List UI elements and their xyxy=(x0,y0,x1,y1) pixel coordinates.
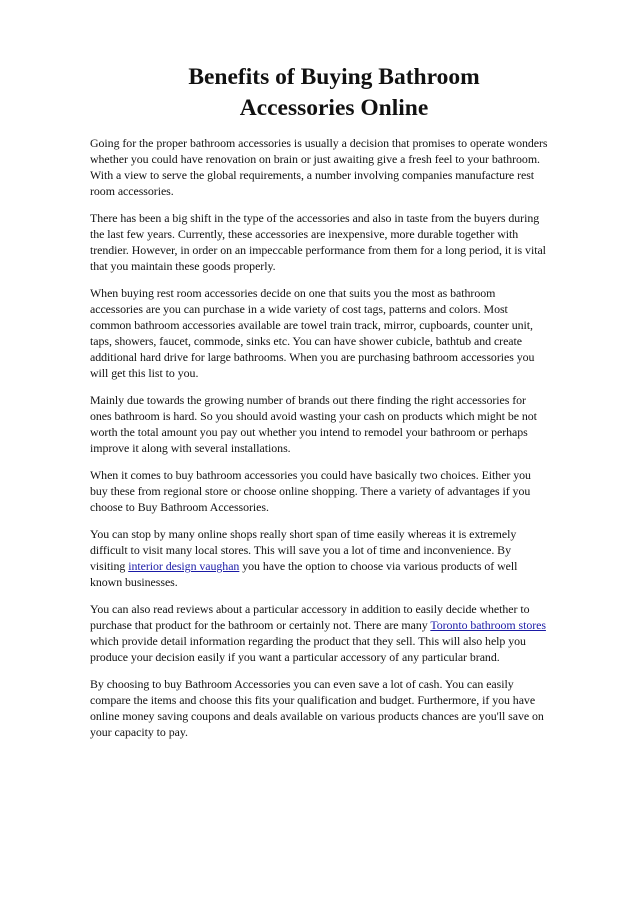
text-line: taps, showers, faucet, commode, sinks etc. You can have shower cubicle, bathtub and create xyxy=(90,334,523,349)
text-line: worth the total amount you pay out whether you intend to remodel your bathroom or perhaps xyxy=(90,425,528,440)
text-line: When buying rest room accessories decide on one that suits you the most as bathroom xyxy=(90,285,496,300)
text-line: room accessories. xyxy=(90,184,174,199)
text-line: your capacity to pay. xyxy=(90,725,188,740)
text-line: With a view to serve the global requirements, a number involving companies manufacture rest xyxy=(90,168,535,183)
page-title xyxy=(90,62,594,124)
text-line: produce your decision easily if you want a particular accessory of any particular brand. xyxy=(90,650,500,665)
text-line: improve it along with several installations. xyxy=(90,441,291,456)
paragraph-7 xyxy=(90,601,594,665)
text-line: There has been a big shift in the type of the accessories and also in taste from the buyers during xyxy=(90,210,540,225)
text-segment: purchase that product for the bathroom or certainly not. There are many xyxy=(90,618,431,632)
text-line xyxy=(90,558,594,574)
text-line: common bathroom accessories available are towel train track, mirror, cupboards, counter unit, xyxy=(90,318,533,333)
text-line: ones bathroom is hard. So you should avoid wasting your cash on products which might be not xyxy=(90,409,537,424)
text-line: online money saving coupons and deals available on various products chances are you'll save on xyxy=(90,709,544,724)
text-line: You can stop by many online shops really short span of time easily whereas it is extremely xyxy=(90,526,517,541)
text-line xyxy=(90,617,594,633)
paragraph-3 xyxy=(90,285,594,382)
text-line: compare the items and choose this fits your qualification and budget. Furthermore, if you have xyxy=(90,692,536,707)
text-line: buy these from regional store or choose online shopping. There a variety of advantages if you xyxy=(90,484,531,499)
text-line: difficult to visit many local stores. This will save you a lot of time and inconvenience. By xyxy=(90,543,511,558)
text-line: known businesses. xyxy=(90,575,178,590)
paragraph-5 xyxy=(90,467,594,515)
paragraph-4 xyxy=(90,392,594,456)
text-line: trendier. However, in order on an impeccable performance from them for a long period, it is vital xyxy=(90,243,546,258)
text-line: choose to Buy Bathroom Accessories. xyxy=(90,500,269,515)
text-line: By choosing to buy Bathroom Accessories you can even save a lot of cash. You can easily xyxy=(90,676,514,691)
text-line: Mainly due towards the growing number of brands out there finding the right accessories for xyxy=(90,393,526,408)
paragraph-2 xyxy=(90,210,594,274)
text-line: accessories are you can purchase in a wide variety of cost tags, patterns and colors. Most xyxy=(90,302,508,317)
text-segment: you have the option to choose via various products of well xyxy=(239,559,518,574)
text-line: You can also read reviews about a particular accessory in addition to easily decide whether to xyxy=(90,601,530,616)
title-line: Accessories Online xyxy=(239,95,429,121)
text-line: Going for the proper bathroom accessories is usually a decision that promises to operate wonders xyxy=(90,136,548,150)
text-line: which provide detail information regarding the product that they sell. This will also help you xyxy=(90,634,526,649)
text-line: additional hard drive for large bathrooms. When you are purchasing bathroom accessories you xyxy=(90,350,535,365)
text-line: that you maintain these goods properly. xyxy=(90,259,276,274)
interior-design-vaughan-link[interactable]: interior design vaughan xyxy=(128,559,240,574)
paragraph-6 xyxy=(90,526,594,590)
text-line: will get this list to you. xyxy=(90,366,199,381)
text-line: the last few years. Currently, these accessories are inexpensive, more durable together with xyxy=(90,227,519,242)
text-line: When it comes to buy bathroom accessories you could have basically two choices. Either you xyxy=(90,468,531,483)
title-line: Benefits of Buying Bathroom xyxy=(188,64,480,90)
text-line: whether you could have renovation on brain or just awaiting give a fresh feel to your bathroom. xyxy=(90,152,540,167)
toronto-bathroom-stores-link[interactable]: Toronto bathroom stores xyxy=(430,618,546,632)
text-segment: visiting xyxy=(90,559,129,574)
paragraph-8 xyxy=(90,676,594,740)
paragraph-1 xyxy=(90,135,594,199)
